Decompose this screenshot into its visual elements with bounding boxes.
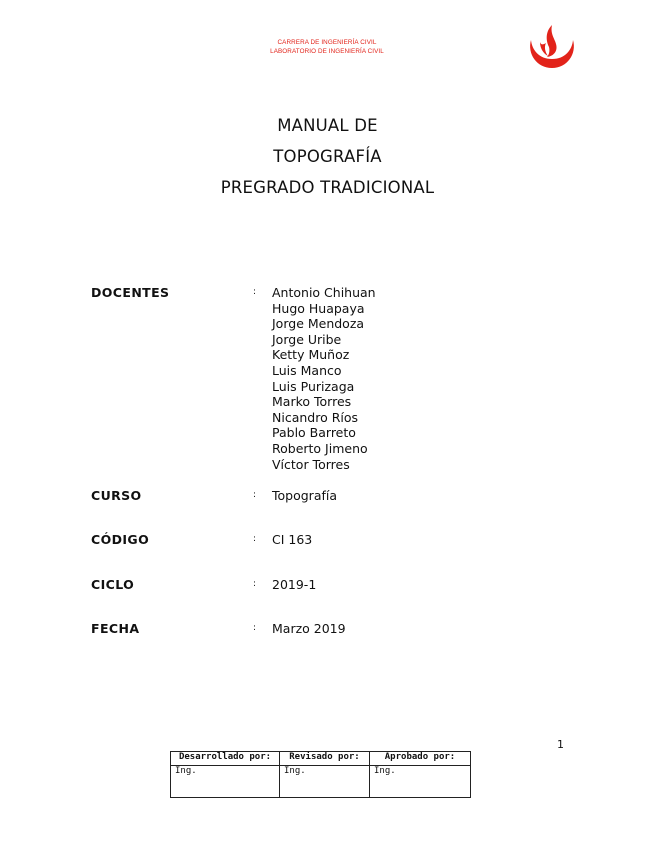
- document-header: [232, 38, 422, 56]
- teacher-name: Luis Manco: [272, 362, 342, 378]
- title-line-manual: MANUAL DE: [277, 116, 378, 135]
- header-approved-by: Aprobado por:: [370, 752, 471, 766]
- teacher-name: Nicandro Ríos: [272, 409, 359, 425]
- fecha-value: Marzo 2019: [272, 621, 346, 636]
- teacher-name: Roberto Jimeno: [272, 440, 368, 456]
- teacher-name: Víctor Torres: [272, 456, 350, 472]
- fecha-colon: :: [253, 623, 257, 633]
- curso-value: Topografía: [272, 488, 338, 503]
- upc-flame-logo-icon: [525, 22, 579, 72]
- codigo-value: CI 163: [272, 532, 313, 547]
- approval-header-row: [171, 752, 471, 766]
- teacher-name: Jorge Mendoza: [272, 316, 365, 332]
- approval-table: [170, 751, 471, 798]
- teacher-name: Antonio Chihuan: [272, 285, 376, 300]
- curso-label: CURSO: [91, 488, 142, 503]
- header-line-laboratory: LABORATORIO DE INGENIERÍA CIVIL: [270, 48, 384, 55]
- teacher-name: Jorge Uribe: [272, 331, 342, 347]
- fecha-label: FECHA: [91, 621, 140, 636]
- docentes-label: DOCENTES: [91, 285, 170, 300]
- cell-reviewed-by: Ing.: [280, 766, 370, 798]
- teacher-name: Luis Purizaga: [272, 378, 355, 394]
- teacher-name: Hugo Huapaya: [272, 300, 365, 316]
- title-line-program: PREGRADO TRADICIONAL: [220, 178, 435, 197]
- ciclo-colon: :: [253, 579, 257, 589]
- approval-signature-row: [171, 766, 471, 798]
- codigo-label: CÓDIGO: [91, 532, 150, 547]
- teacher-name: Ketty Muñoz: [272, 347, 350, 363]
- docentes-colon: :: [253, 287, 257, 297]
- codigo-colon: :: [253, 534, 257, 544]
- ciclo-value: 2019-1: [272, 577, 317, 592]
- teacher-name: Marko Torres: [272, 394, 352, 410]
- ciclo-label: CICLO: [91, 577, 135, 592]
- curso-colon: :: [253, 490, 257, 500]
- header-reviewed-by: Revisado por:: [280, 752, 370, 766]
- title-line-topography: TOPOGRAFÍA: [273, 147, 382, 166]
- teachers-list: [272, 285, 376, 472]
- cell-approved-by: Ing.: [370, 766, 471, 798]
- header-line-career: CARRERA DE INGENIERÍA CIVIL: [277, 39, 377, 46]
- cell-developed-by: Ing.: [171, 766, 280, 798]
- document-title: [0, 110, 655, 203]
- page-number: 1: [557, 738, 564, 751]
- teacher-name: Pablo Barreto: [272, 425, 356, 441]
- header-developed-by: Desarrollado por:: [171, 752, 280, 766]
